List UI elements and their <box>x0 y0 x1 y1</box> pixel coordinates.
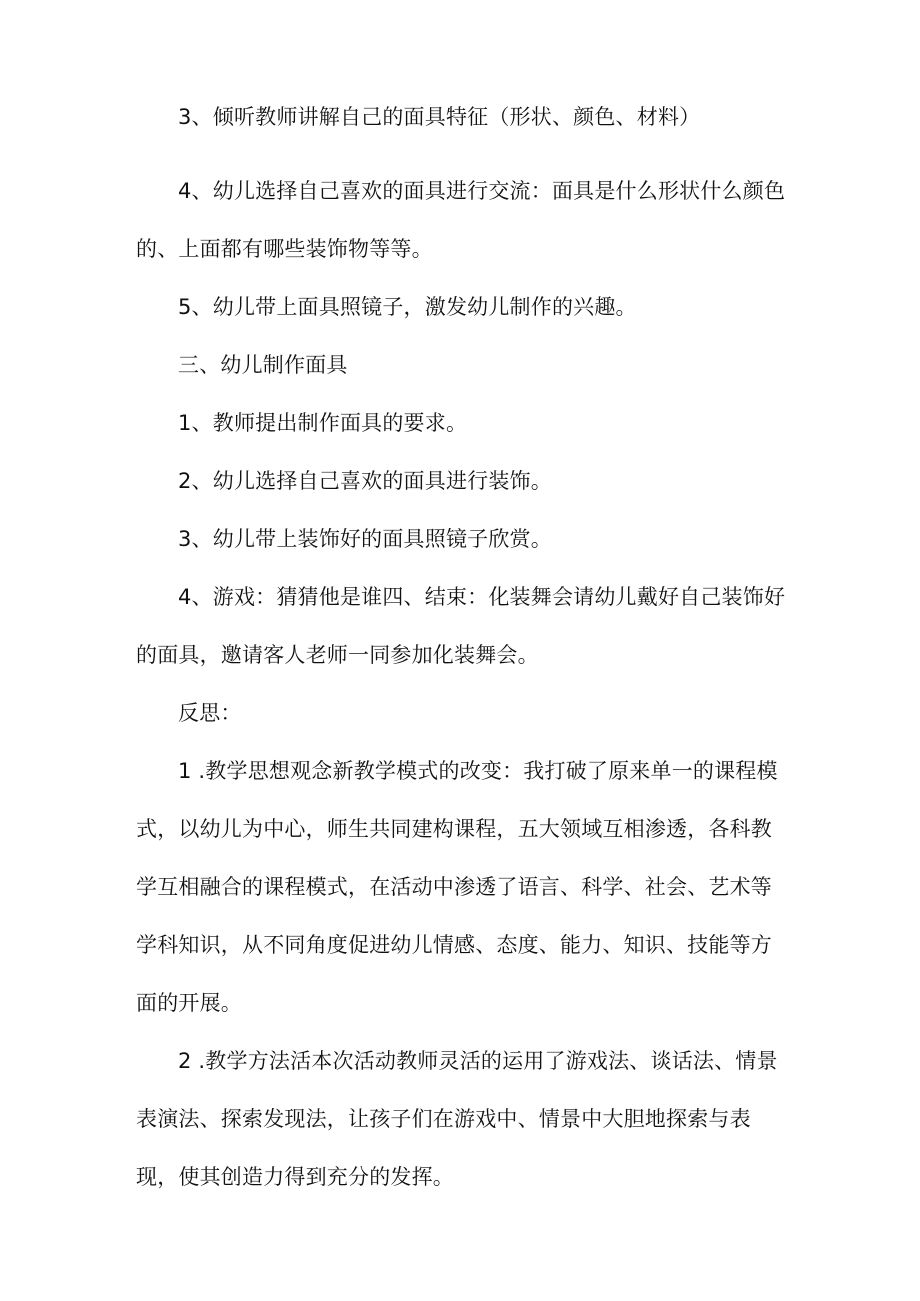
paragraph-make-step-4-game: 4、游戏：猜猜他是谁四、结束：化装舞会请幼儿戴好自己装饰好的面具，邀请客人老师一同参加化装舞会。 <box>136 585 786 667</box>
paragraph-reflection-1: 1 .教学思想观念新教学模式的改变：我打破了原来单一的课程模式，以幼儿为中心，师生共同建构课程，五大领域互相渗透，各科教学互相融合的课程模式，在活动中渗透了语言、科学、社会、艺术等学科知识，从不同角度促进幼儿情感、态度、能力、知识、技能等方面的开展。 <box>136 759 778 1015</box>
section-heading-make-mask: 三、幼儿制作面具 <box>178 353 348 377</box>
paragraph-make-step-2: 2、幼儿选择自己喜欢的面具进行装饰。 <box>178 469 552 493</box>
paragraph-reflection-2: 2 .教学方法活本次活动教师灵活的运用了游戏法、谈话法、情景表演法、探索发现法，让孩子们在游戏中、情景中大胆地探索与表现，使其创造力得到充分的发挥。 <box>136 1049 778 1189</box>
paragraph-step-5-mirror: 5、幼儿带上面具照镜子，激发幼儿制作的兴趣。 <box>178 295 637 319</box>
paragraph-step-3-listen: 3、倾听教师讲解自己的面具特征（形状、颜色、材料） <box>178 105 701 129</box>
document-body <box>136 88 788 1206</box>
paragraph-make-step-3: 3、幼儿带上装饰好的面具照镜子欣赏。 <box>178 527 552 551</box>
section-heading-reflection: 反思： <box>178 701 242 725</box>
paragraph-step-4-exchange: 4、幼儿选择自己喜欢的面具进行交流：面具是什么形状什么颜色的、上面都有哪些装饰物等等。 <box>136 179 786 261</box>
paragraph-make-step-1: 1、教师提出制作面具的要求。 <box>178 411 468 435</box>
